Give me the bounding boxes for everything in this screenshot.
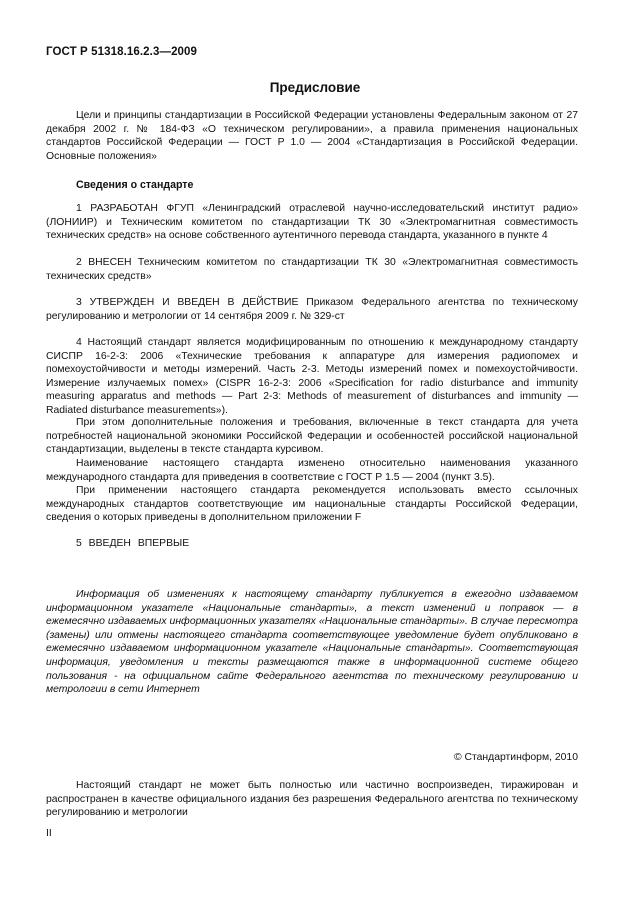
item-4-additional-requirements: При этом дополнительные положения и требования, включенные в текст стандарта для учета потребностей национальной экономики Российской Федерации и особенностей российской национальной стандартизации, выделены в тексте стандарта курсивом.	[46, 417, 578, 456]
foreword-title: Предисловие	[269, 80, 361, 95]
page-number: II	[46, 828, 52, 839]
copyright-line: © Стандартинформ, 2010	[453, 752, 578, 763]
document-id-header: ГОСТ Р 51318.16.2.3—2009	[46, 46, 198, 58]
item-4-references: При применении настоящего стандарта рекомендуется использовать вместо ссылочных международных стандартов соответствующие им национальные стандарты Российской Федерации, сведения о которых приведены в дополнительном приложении F	[46, 485, 578, 524]
item-5-introduced-first-time: 5 ВВЕДЕН ВПЕРВЫЕ	[76, 538, 190, 549]
item-4-modification-paragraph: 4 Настоящий стандарт является модифицированным по отношению к международному стандарту СИСПР 16-2-3: 2006 «Технические требования к аппаратуре для измерения радиопомех и помехоустойчивости и методы измерений. Часть 2-3. Методы измерений помех и помехоустойчивости. Измерение излучаемых помех» (CISPR 16-2-3: 2006 «Specification for radio disturbance and immunity measuring apparatus and methods — Part 2-3: Methods of measurement of disturbances and immunity — Radiated disturbance measurements»).	[46, 337, 578, 416]
reproduction-notice-paragraph: Настоящий стандарт не может быть полностью или частично воспроизведен, тиражирован и распространен в качестве официального издания без разрешения Федерального агентства по техническому регулированию и метрологии	[46, 780, 578, 819]
foreword-intro-paragraph: Цели и принципы стандартизации в Российской Федерации установлены Федеральным законом от 27 декабря 2002 г. № 184-ФЗ «О техническом регулировании», а правила применения национальных стандартов Российской Федерации — ГОСТ Р 1.0 — 2004 «Стандартизация в Российской Федерации. Основные положения»	[46, 110, 578, 162]
changes-notice-paragraph: Информация об изменениях к настоящему стандарту публикуется в ежегодно издаваемом информационном указателе «Национальные стандарты», а текст изменений и поправок — в ежемесячно издаваемых информационных указателях «Национальные стандарты». В случае пересмотра (замены) или отмены настоящего стандарта соответствующее уведомление будет опубликовано в ежемесячно издаваемом информационном указателе «Национальные стандарты». Соответствующая информация, уведомления и тексты размещаются также в информационной системе общего пользования - на официальном сайте Федерального агентства по техническому регулированию и метрологии в сети Интернет	[46, 589, 578, 696]
item-2-submitted-by: 2 ВНЕСЕН Техническим комитетом по стандартизации ТК 30 «Электромагнитная совместимость технических средств»	[46, 257, 578, 282]
item-3-approved: 3 УТВЕРЖДЕН И ВВЕДЕН В ДЕЙСТВИЕ Приказом Федерального агентства по техническому регулированию и метрологии от 14 сентября 2009 г. № 329-ст	[46, 297, 578, 322]
standard-info-heading: Сведения о стандарте	[76, 179, 194, 191]
item-1-developed-by: 1 РАЗРАБОТАН ФГУП «Ленинградский отраслевой научно-исследовательский институт радио» (ЛОНИИР) и Техническим комитетом по стандартизации ТК 30 «Электромагнитная совместимость технических средств» на основе собственного аутентичного перевода стандарта, указанного в пункте 4	[46, 203, 578, 242]
item-4-name-change: Наименование настоящего стандарта изменено относительно наименования указанного международного стандарта для приведения в соответствие с ГОСТ Р 1.5 — 2004 (пункт 3.5).	[46, 458, 578, 483]
